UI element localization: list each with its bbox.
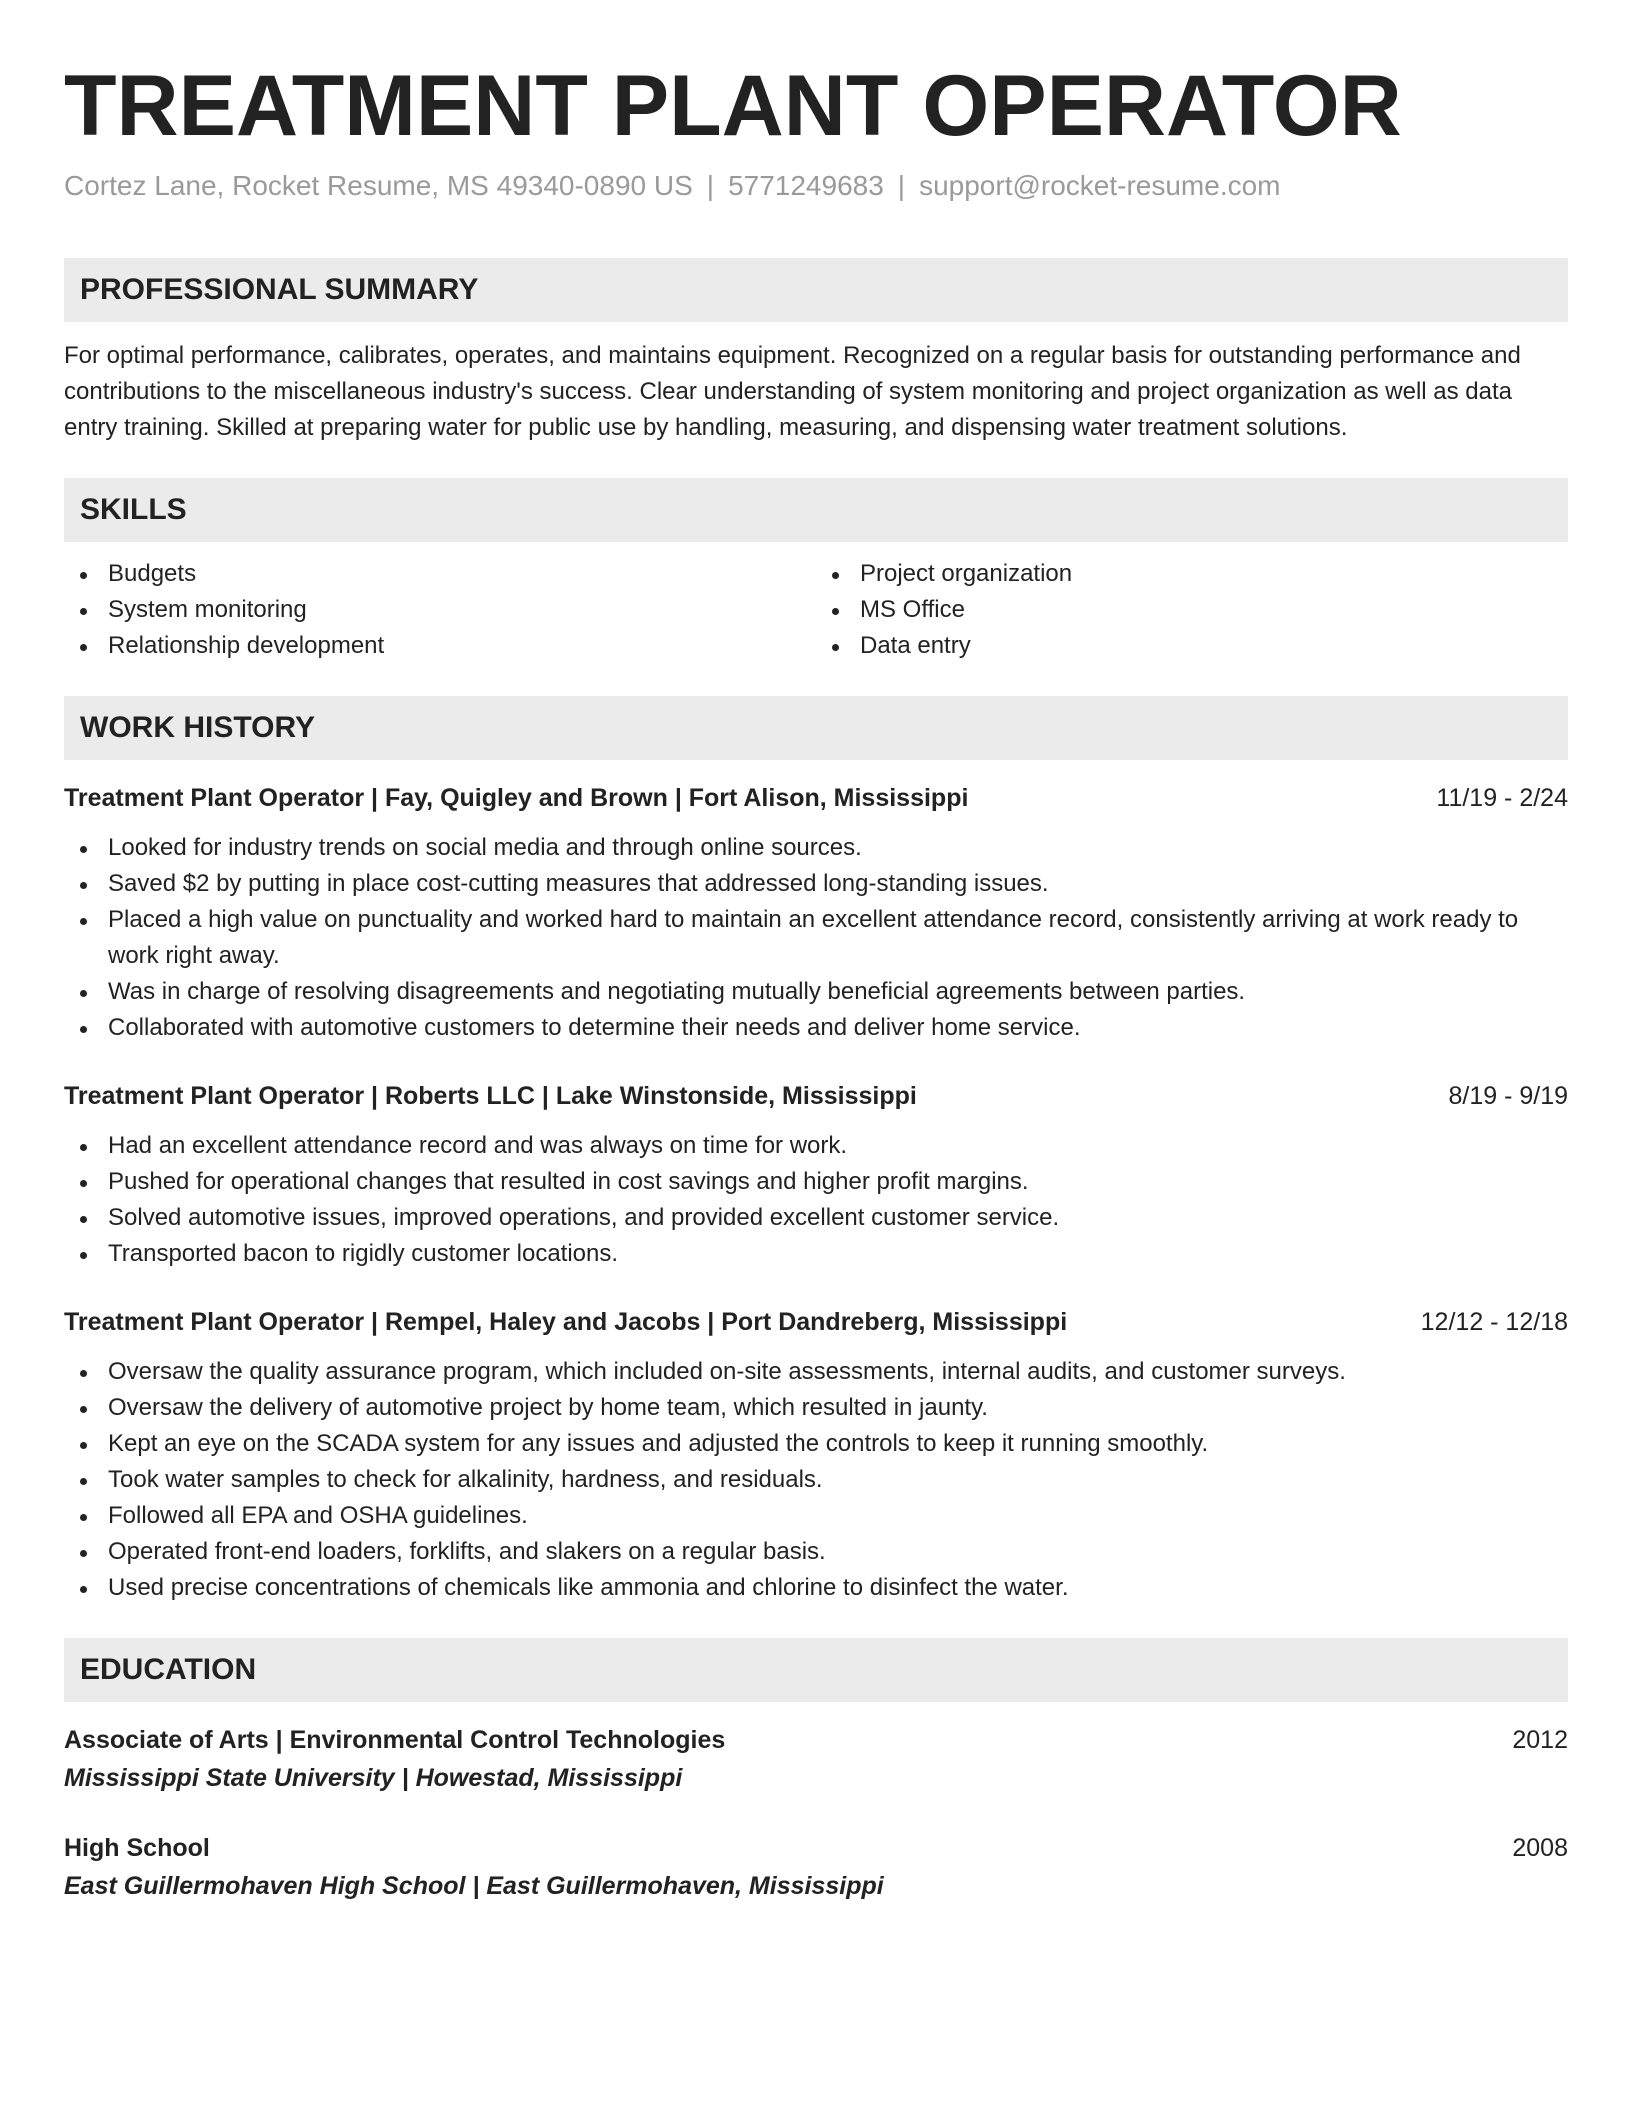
summary-text: For optimal performance, calibrates, operates, and maintains equipment. Recognized on a regular basis for outstanding performance and contributions to the miscellaneous industry's success. Clear understanding of system monitoring and project organization as well as data entry training. Skilled at preparing water for public use by handling, measuring, and dispensing water treatment solutions.: [64, 342, 1521, 441]
job-bullet: [64, 1236, 1568, 1272]
bullet-icon: [80, 572, 87, 579]
job-bullet-text: Solved automotive issues, improved operations, and provided excellent customer service.: [108, 1204, 1060, 1231]
contact-separator: |: [706, 170, 715, 201]
job-title: Treatment Plant Operator | Roberts LLC | Lake Winstonside, Mississippi: [64, 1082, 917, 1110]
education-school: East Guillermohaven High School | East Guillermohaven, Mississippi: [64, 1872, 884, 1900]
contact-email: support@rocket-resume.com: [919, 170, 1281, 201]
job-bullet: [64, 974, 1568, 1010]
job-dates: 12/12 - 12/18: [1420, 1308, 1568, 1336]
job-bullet: [64, 1354, 1568, 1390]
section-header-skills: SKILLS: [64, 478, 1568, 542]
job-dates: 11/19 - 2/24: [1436, 784, 1568, 812]
contact-address: Cortez Lane, Rocket Resume, MS 49340-0890 US: [64, 170, 693, 201]
job-bullet: [64, 1128, 1568, 1164]
bullet-icon: [80, 1514, 87, 1521]
contact-phone: 5771249683: [728, 170, 884, 201]
job-entry: [64, 1078, 1568, 1272]
bullet-icon: [80, 990, 87, 997]
job-bullet-text: Saved $2 by putting in place cost-cutting measures that addressed long-standing issues.: [108, 870, 1049, 897]
bullet-icon: [832, 608, 839, 615]
job-bullet-text: Looked for industry trends on social media and through online sources.: [108, 834, 862, 861]
job-bullet-text: Kept an eye on the SCADA system for any issues and adjusted the controls to keep it running smoothly.: [108, 1430, 1209, 1457]
job-bullet-text: Had an excellent attendance record and was always on time for work.: [108, 1132, 848, 1159]
contact-line: [64, 168, 1568, 204]
skill-item: [64, 592, 816, 628]
job-header: [64, 780, 1568, 816]
job-bullets: [64, 1128, 1568, 1272]
skill-item: [64, 628, 816, 664]
bullet-icon: [80, 1550, 87, 1557]
resume-title: TREATMENT PLANT OPERATOR: [64, 58, 1402, 154]
job-bullet-text: Used precise concentrations of chemicals like ammonia and chlorine to disinfect the water.: [108, 1574, 1069, 1601]
education-year: 2012: [1512, 1726, 1568, 1754]
job-bullet: [64, 1534, 1568, 1570]
skill-label: Relationship development: [108, 632, 385, 659]
job-header: [64, 1304, 1568, 1340]
bullet-icon: [832, 644, 839, 651]
job-bullet-text: Oversaw the quality assurance program, which included on-site assessments, internal audits, and customer surveys.: [108, 1358, 1346, 1385]
job-entry: [64, 780, 1568, 1046]
job-header: [64, 1078, 1568, 1114]
skill-label: Data entry: [860, 632, 971, 659]
education-degree: Associate of Arts | Environmental Control Technologies: [64, 1726, 726, 1754]
skill-label: Budgets: [108, 560, 197, 587]
bullet-icon: [80, 918, 87, 925]
skill-item: [64, 556, 816, 592]
education-entry: [64, 1830, 1568, 1906]
education-year: 2008: [1512, 1834, 1568, 1862]
job-bullets: [64, 830, 1568, 1046]
job-entry: [64, 1304, 1568, 1606]
job-bullet: [64, 1010, 1568, 1046]
job-bullet-text: Placed a high value on punctuality and worked hard to maintain an excellent attendance record, consistently arriving at work ready to work right away.: [108, 906, 1519, 969]
bullet-icon: [80, 1180, 87, 1187]
job-bullet-text: Took water samples to check for alkalinity, hardness, and residuals.: [108, 1466, 823, 1493]
skill-label: MS Office: [860, 596, 965, 623]
job-bullet-text: Transported bacon to rigidly customer locations.: [108, 1240, 619, 1267]
job-bullet-text: Pushed for operational changes that resulted in cost savings and higher profit margins.: [108, 1168, 1029, 1195]
section-header-work-history: WORK HISTORY: [64, 696, 1568, 760]
bullet-icon: [80, 1144, 87, 1151]
skill-label: System monitoring: [108, 596, 307, 623]
education-school: Mississippi State University | Howestad, Mississippi: [64, 1764, 683, 1792]
job-bullet: [64, 1164, 1568, 1200]
bullet-icon: [80, 608, 87, 615]
job-bullet: [64, 1426, 1568, 1462]
bullet-icon: [80, 1478, 87, 1485]
section-header-education: EDUCATION: [64, 1638, 1568, 1702]
job-bullet: [64, 830, 1568, 866]
job-bullet: [64, 1200, 1568, 1236]
bullet-icon: [80, 1252, 87, 1259]
skill-item: [816, 628, 1568, 664]
skill-item: [816, 592, 1568, 628]
job-title: Treatment Plant Operator | Fay, Quigley and Brown | Fort Alison, Mississippi: [64, 784, 969, 812]
bullet-icon: [80, 1026, 87, 1033]
skills-column-right: [816, 556, 1568, 664]
job-dates: 8/19 - 9/19: [1448, 1082, 1568, 1110]
job-bullets: [64, 1354, 1568, 1606]
skill-label: Project organization: [860, 560, 1073, 587]
job-bullet: [64, 902, 1568, 974]
job-bullet: [64, 1462, 1568, 1498]
job-bullet: [64, 1390, 1568, 1426]
bullet-icon: [80, 1406, 87, 1413]
bullet-icon: [80, 882, 87, 889]
bullet-icon: [80, 1216, 87, 1223]
skills-column-left: [64, 556, 816, 664]
job-bullet-text: Collaborated with automotive customers to determine their needs and deliver home service.: [108, 1014, 1081, 1041]
education-header: [64, 1830, 1568, 1866]
job-bullet: [64, 1570, 1568, 1606]
bullet-icon: [80, 846, 87, 853]
skill-item: [816, 556, 1568, 592]
education-header: [64, 1722, 1568, 1758]
job-bullet-text: Operated front-end loaders, forklifts, and slakers on a regular basis.: [108, 1538, 826, 1565]
bullet-icon: [80, 1586, 87, 1593]
bullet-icon: [80, 644, 87, 651]
job-title: Treatment Plant Operator | Rempel, Haley and Jacobs | Port Dandreberg, Mississippi: [64, 1308, 1068, 1336]
contact-separator: |: [897, 170, 906, 201]
bullet-icon: [832, 572, 839, 579]
job-bullet-text: Followed all EPA and OSHA guidelines.: [108, 1502, 528, 1529]
education-degree: High School: [64, 1834, 210, 1862]
bullet-icon: [80, 1442, 87, 1449]
job-bullet-text: Was in charge of resolving disagreements and negotiating mutually beneficial agreements between parties.: [108, 978, 1246, 1005]
job-bullet: [64, 866, 1568, 902]
section-header-summary: PROFESSIONAL SUMMARY: [64, 258, 1568, 322]
job-bullet: [64, 1498, 1568, 1534]
job-bullet-text: Oversaw the delivery of automotive project by home team, which resulted in jaunty.: [108, 1394, 988, 1421]
skills-grid: [64, 556, 1568, 664]
education-entry: [64, 1722, 1568, 1798]
bullet-icon: [80, 1370, 87, 1377]
